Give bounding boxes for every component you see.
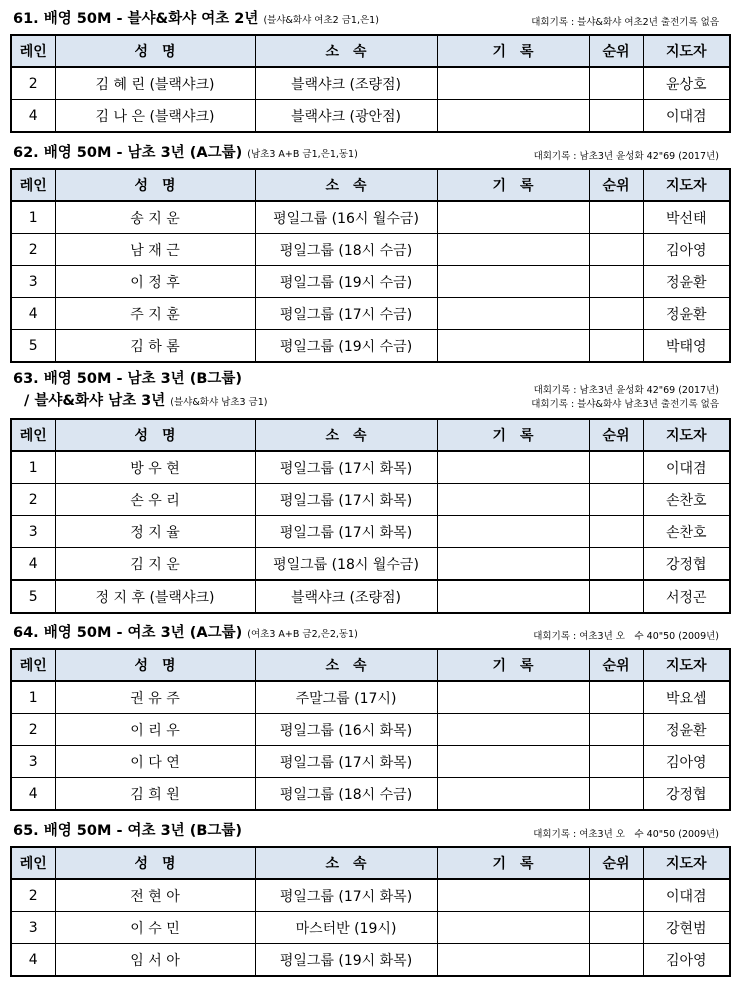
lane-cell: 1 — [11, 451, 55, 484]
meet-record: 대회기록 : 여초3년 오 수 40"50 (2009년) — [533, 829, 719, 840]
team-cell: 평일그룹 (19시 수금) — [255, 266, 437, 298]
rank-cell — [589, 266, 643, 298]
record-cell — [437, 944, 589, 977]
coach-cell: 손찬호 — [643, 484, 730, 516]
lane-cell: 2 — [11, 234, 55, 266]
record-cell — [437, 67, 589, 100]
lane-cell: 5 — [11, 580, 55, 613]
table-row — [11, 330, 730, 363]
event-title-secondary: / 블샤&화샤 남초 3년 (블샤&화샤 남초3 금1) — [24, 393, 268, 409]
event-header — [10, 618, 729, 648]
meet-record: 대회기록 : 여초3년 오 수 40"50 (2009년) — [533, 631, 719, 642]
rank-cell — [589, 201, 643, 234]
name-cell: 권 유 주 — [55, 681, 255, 714]
header-name: 성 명 — [55, 169, 255, 201]
name-cell: 정 지 후 (블랙샤크) — [55, 580, 255, 613]
record-cell — [437, 912, 589, 944]
event-65 — [10, 816, 729, 977]
record-cell — [437, 879, 589, 912]
event-header — [10, 366, 729, 418]
header-coach: 지도자 — [643, 169, 730, 201]
header-team: 소 속 — [255, 419, 437, 451]
header-record: 기 록 — [437, 419, 589, 451]
name-cell: 김 하 롬 — [55, 330, 255, 363]
coach-cell: 박요셉 — [643, 681, 730, 714]
team-cell: 평일그룹 (17시 화목) — [255, 746, 437, 778]
table-row — [11, 201, 730, 234]
header-coach: 지도자 — [643, 847, 730, 879]
meet-record: 대회기록 : 남초3년 윤성화 42"69 (2017년) — [533, 151, 719, 162]
table-row — [11, 234, 730, 266]
lane-cell: 4 — [11, 100, 55, 133]
record-cell — [437, 746, 589, 778]
record-cell — [437, 330, 589, 363]
team-cell: 평일그룹 (19시 화목) — [255, 944, 437, 977]
rank-cell — [589, 778, 643, 811]
coach-cell: 손찬호 — [643, 516, 730, 548]
name-cell: 손 우 리 — [55, 484, 255, 516]
team-cell: 평일그룹 (17시 화목) — [255, 879, 437, 912]
rank-cell — [589, 912, 643, 944]
rank-cell — [589, 580, 643, 613]
header-record: 기 록 — [437, 35, 589, 67]
coach-cell: 박태영 — [643, 330, 730, 363]
header-name: 성 명 — [55, 35, 255, 67]
lane-cell: 3 — [11, 746, 55, 778]
rank-cell — [589, 100, 643, 133]
header-record: 기 록 — [437, 169, 589, 201]
team-cell: 평일그룹 (17시 화목) — [255, 451, 437, 484]
header-rank: 순위 — [589, 169, 643, 201]
rank-cell — [589, 879, 643, 912]
heat-table — [10, 168, 731, 363]
header-record: 기 록 — [437, 847, 589, 879]
name-cell: 이 정 후 — [55, 266, 255, 298]
header-team: 소 속 — [255, 649, 437, 681]
record-cell — [437, 484, 589, 516]
header-lane: 레인 — [11, 649, 55, 681]
coach-cell: 서정곤 — [643, 580, 730, 613]
team-cell: 블랙샤크 (조량점) — [255, 580, 437, 613]
name-cell: 이 다 연 — [55, 746, 255, 778]
heat-table — [10, 34, 731, 133]
team-cell: 평일그룹 (16시 화목) — [255, 714, 437, 746]
coach-cell: 김아영 — [643, 746, 730, 778]
lane-cell: 2 — [11, 714, 55, 746]
event-header — [10, 138, 729, 168]
table-row — [11, 266, 730, 298]
event-header — [10, 4, 729, 34]
lane-cell: 4 — [11, 944, 55, 977]
event-61 — [10, 4, 729, 133]
team-cell: 평일그룹 (18시 수금) — [255, 234, 437, 266]
event-64 — [10, 618, 729, 811]
lane-cell: 2 — [11, 879, 55, 912]
rank-cell — [589, 681, 643, 714]
coach-cell: 이대겸 — [643, 451, 730, 484]
table-row — [11, 681, 730, 714]
name-cell: 정 지 율 — [55, 516, 255, 548]
name-cell: 주 지 훈 — [55, 298, 255, 330]
coach-cell: 김아영 — [643, 944, 730, 977]
lane-cell: 4 — [11, 298, 55, 330]
name-cell: 남 재 근 — [55, 234, 255, 266]
rank-cell — [589, 714, 643, 746]
team-cell: 블랙샤크 (광안점) — [255, 100, 437, 133]
rank-cell — [589, 234, 643, 266]
header-coach: 지도자 — [643, 649, 730, 681]
name-cell: 김 혜 린 (블랙샤크) — [55, 67, 255, 100]
coach-cell: 정윤환 — [643, 714, 730, 746]
team-cell: 평일그룹 (17시 화목) — [255, 516, 437, 548]
header-record: 기 록 — [437, 649, 589, 681]
record-cell — [437, 714, 589, 746]
team-cell: 평일그룹 (17시 수금) — [255, 298, 437, 330]
event-title: 62. 배영 50M - 남초 3년 (A그룹) (남초3 A+B 금1,은1,동1) — [13, 145, 358, 161]
record-cell — [437, 298, 589, 330]
table-row — [11, 100, 730, 133]
coach-cell: 강정협 — [643, 548, 730, 581]
rank-cell — [589, 451, 643, 484]
table-row — [11, 298, 730, 330]
heat-table — [10, 846, 731, 977]
record-cell — [437, 266, 589, 298]
name-cell: 이 리 우 — [55, 714, 255, 746]
table-row — [11, 580, 730, 613]
lane-cell: 2 — [11, 67, 55, 100]
record-cell — [437, 778, 589, 811]
event-title: 63. 배영 50M - 남초 3년 (B그룹) — [13, 371, 243, 387]
lane-cell: 3 — [11, 266, 55, 298]
header-coach: 지도자 — [643, 35, 730, 67]
table-row — [11, 451, 730, 484]
lane-cell: 4 — [11, 778, 55, 811]
record-cell — [437, 201, 589, 234]
name-cell: 이 수 민 — [55, 912, 255, 944]
header-name: 성 명 — [55, 847, 255, 879]
header-team: 소 속 — [255, 169, 437, 201]
coach-cell: 김아영 — [643, 234, 730, 266]
event-title: 65. 배영 50M - 여초 3년 (B그룹) — [13, 823, 243, 839]
record-cell — [437, 681, 589, 714]
team-cell: 평일그룹 (19시 수금) — [255, 330, 437, 363]
team-cell: 평일그룹 (17시 화목) — [255, 484, 437, 516]
team-cell: 평일그룹 (18시 월수금) — [255, 548, 437, 581]
team-cell: 마스터반 (19시) — [255, 912, 437, 944]
team-cell: 평일그룹 (18시 수금) — [255, 778, 437, 811]
table-row — [11, 516, 730, 548]
header-rank: 순위 — [589, 35, 643, 67]
record-cell — [437, 234, 589, 266]
team-cell: 블랙샤크 (조량점) — [255, 67, 437, 100]
header-rank: 순위 — [589, 419, 643, 451]
lane-cell: 5 — [11, 330, 55, 363]
name-cell: 송 지 운 — [55, 201, 255, 234]
record-cell — [437, 451, 589, 484]
name-cell: 방 우 현 — [55, 451, 255, 484]
record-cell — [437, 580, 589, 613]
coach-cell: 정윤환 — [643, 266, 730, 298]
coach-cell: 정윤환 — [643, 298, 730, 330]
rank-cell — [589, 330, 643, 363]
meet-record: 대회기록 : 남초3년 윤성화 42"69 (2017년) — [533, 385, 719, 396]
table-row — [11, 548, 730, 581]
coach-cell: 이대겸 — [643, 879, 730, 912]
heat-table — [10, 418, 731, 614]
name-cell: 전 현 아 — [55, 879, 255, 912]
lane-cell: 4 — [11, 548, 55, 581]
rank-cell — [589, 484, 643, 516]
table-row — [11, 778, 730, 811]
table-row — [11, 944, 730, 977]
table-row — [11, 484, 730, 516]
coach-cell: 윤상호 — [643, 67, 730, 100]
table-row — [11, 912, 730, 944]
header-team: 소 속 — [255, 847, 437, 879]
table-row — [11, 879, 730, 912]
name-cell: 김 지 운 — [55, 548, 255, 581]
lane-cell: 1 — [11, 201, 55, 234]
header-name: 성 명 — [55, 419, 255, 451]
rank-cell — [589, 548, 643, 581]
header-lane: 레인 — [11, 35, 55, 67]
team-cell: 주말그룹 (17시) — [255, 681, 437, 714]
table-row — [11, 746, 730, 778]
event-title: 61. 배영 50M - 블샤&화샤 여초 2년 (블샤&화샤 여초2 금1,은1) — [13, 11, 379, 27]
meet-record: 대회기록 : 블샤&화샤 여초2년 출전기록 없음 — [531, 17, 719, 28]
name-cell: 임 서 아 — [55, 944, 255, 977]
name-cell: 김 희 원 — [55, 778, 255, 811]
header-lane: 레인 — [11, 847, 55, 879]
coach-cell: 강정협 — [643, 778, 730, 811]
name-cell: 김 나 은 (블랙샤크) — [55, 100, 255, 133]
rank-cell — [589, 746, 643, 778]
coach-cell: 이대겸 — [643, 100, 730, 133]
rank-cell — [589, 944, 643, 977]
rank-cell — [589, 67, 643, 100]
header-lane: 레인 — [11, 169, 55, 201]
header-coach: 지도자 — [643, 419, 730, 451]
lane-cell: 3 — [11, 516, 55, 548]
record-cell — [437, 516, 589, 548]
table-row — [11, 67, 730, 100]
lane-cell: 2 — [11, 484, 55, 516]
lane-cell: 3 — [11, 912, 55, 944]
event-title: 64. 배영 50M - 여초 3년 (A그룹) (여초3 A+B 금2,은2,동1) — [13, 625, 358, 641]
header-name: 성 명 — [55, 649, 255, 681]
header-team: 소 속 — [255, 35, 437, 67]
lane-cell: 1 — [11, 681, 55, 714]
record-cell — [437, 100, 589, 133]
header-lane: 레인 — [11, 419, 55, 451]
header-rank: 순위 — [589, 847, 643, 879]
event-62 — [10, 138, 729, 363]
event-63 — [10, 366, 729, 614]
coach-cell: 박선태 — [643, 201, 730, 234]
rank-cell — [589, 516, 643, 548]
meet-record-secondary: 대회기록 : 블샤&화샤 남초3년 출전기록 없음 — [531, 399, 719, 410]
table-row — [11, 714, 730, 746]
header-rank: 순위 — [589, 649, 643, 681]
rank-cell — [589, 298, 643, 330]
coach-cell: 강현범 — [643, 912, 730, 944]
record-cell — [437, 548, 589, 581]
event-header — [10, 816, 729, 846]
heat-table — [10, 648, 731, 811]
team-cell: 평일그룹 (16시 월수금) — [255, 201, 437, 234]
